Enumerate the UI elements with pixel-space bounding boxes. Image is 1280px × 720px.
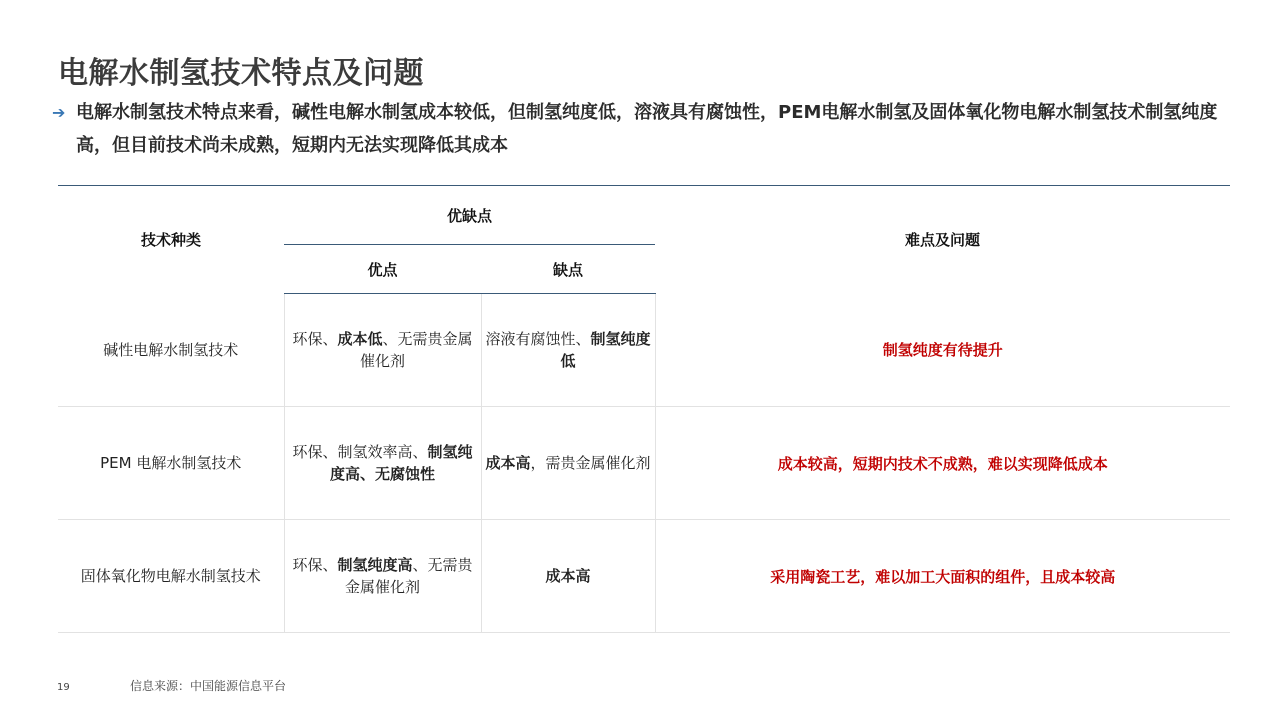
issue-cell: 制氢纯度有待提升 — [655, 294, 1230, 407]
header-pros-cons: 优缺点 — [284, 186, 655, 245]
cons-cell-segment: 制氢纯度低 — [560, 330, 651, 370]
cons-cell — [481, 520, 655, 633]
table-row — [58, 294, 1230, 407]
table-body — [58, 294, 1230, 633]
table-row — [58, 407, 1230, 520]
tech-name-cell: 碱性电解水制氢技术 — [58, 294, 284, 407]
cons-cell-segment: 溶液有腐蚀性、 — [485, 330, 591, 348]
pros-cell-segment: 环保、 — [292, 556, 338, 574]
pros-cell-segment: 成本低 — [337, 330, 383, 348]
issue-cell: 采用陶瓷工艺，难以加工大面积的组件，且成本较高 — [655, 520, 1230, 633]
cons-cell-segment: 成本高 — [485, 454, 531, 472]
pros-cell — [284, 294, 481, 407]
pros-cell-segment: 制氢纯度高、无腐蚀性 — [329, 443, 473, 483]
pros-cell-segment: 、无需贵金属催化剂 — [359, 330, 473, 370]
arrow-right-icon: ➔ — [52, 103, 66, 122]
summary-text: 电解水制氢技术特点来看，碱性电解水制氢成本较低，但制氢纯度低，溶液具有腐蚀性，PEM电解水制氢及固体氧化物电解水制氢技术制氢纯度高，但目前技术尚未成熟，短期内无法实现降低其成本 — [76, 102, 1218, 156]
pros-cell — [284, 407, 481, 520]
cons-cell-segment: ，需贵金属催化剂 — [530, 454, 651, 472]
page-number: 19 — [57, 682, 70, 693]
pros-cell-segment: 环保、制氢效率高、 — [292, 443, 428, 461]
header-cons: 缺点 — [481, 245, 655, 294]
pros-cell-segment: 制氢纯度高 — [337, 556, 413, 574]
summary-bullet — [52, 96, 1242, 162]
issue-cell: 成本较高，短期内技术不成熟，难以实现降低成本 — [655, 407, 1230, 520]
table-row — [58, 520, 1230, 633]
pros-cell-segment: 环保、 — [292, 330, 338, 348]
comparison-table — [58, 185, 1230, 633]
tech-name-cell: PEM 电解水制氢技术 — [58, 407, 284, 520]
cons-cell — [481, 294, 655, 407]
header-issues: 难点及问题 — [905, 231, 981, 250]
cons-cell — [481, 407, 655, 520]
header-tech: 技术种类 — [140, 231, 201, 250]
header-pros: 优点 — [284, 245, 481, 294]
pros-cell-segment: 、无需贵金属催化剂 — [344, 556, 473, 596]
tech-name-cell: 固体氧化物电解水制氢技术 — [58, 520, 284, 633]
cons-cell-segment: 成本高 — [545, 567, 591, 585]
source-note: 信息来源：中国能源信息平台 — [130, 679, 287, 693]
pros-cell — [284, 520, 481, 633]
slide-title: 电解水制氢技术特点及问题 — [58, 56, 424, 91]
